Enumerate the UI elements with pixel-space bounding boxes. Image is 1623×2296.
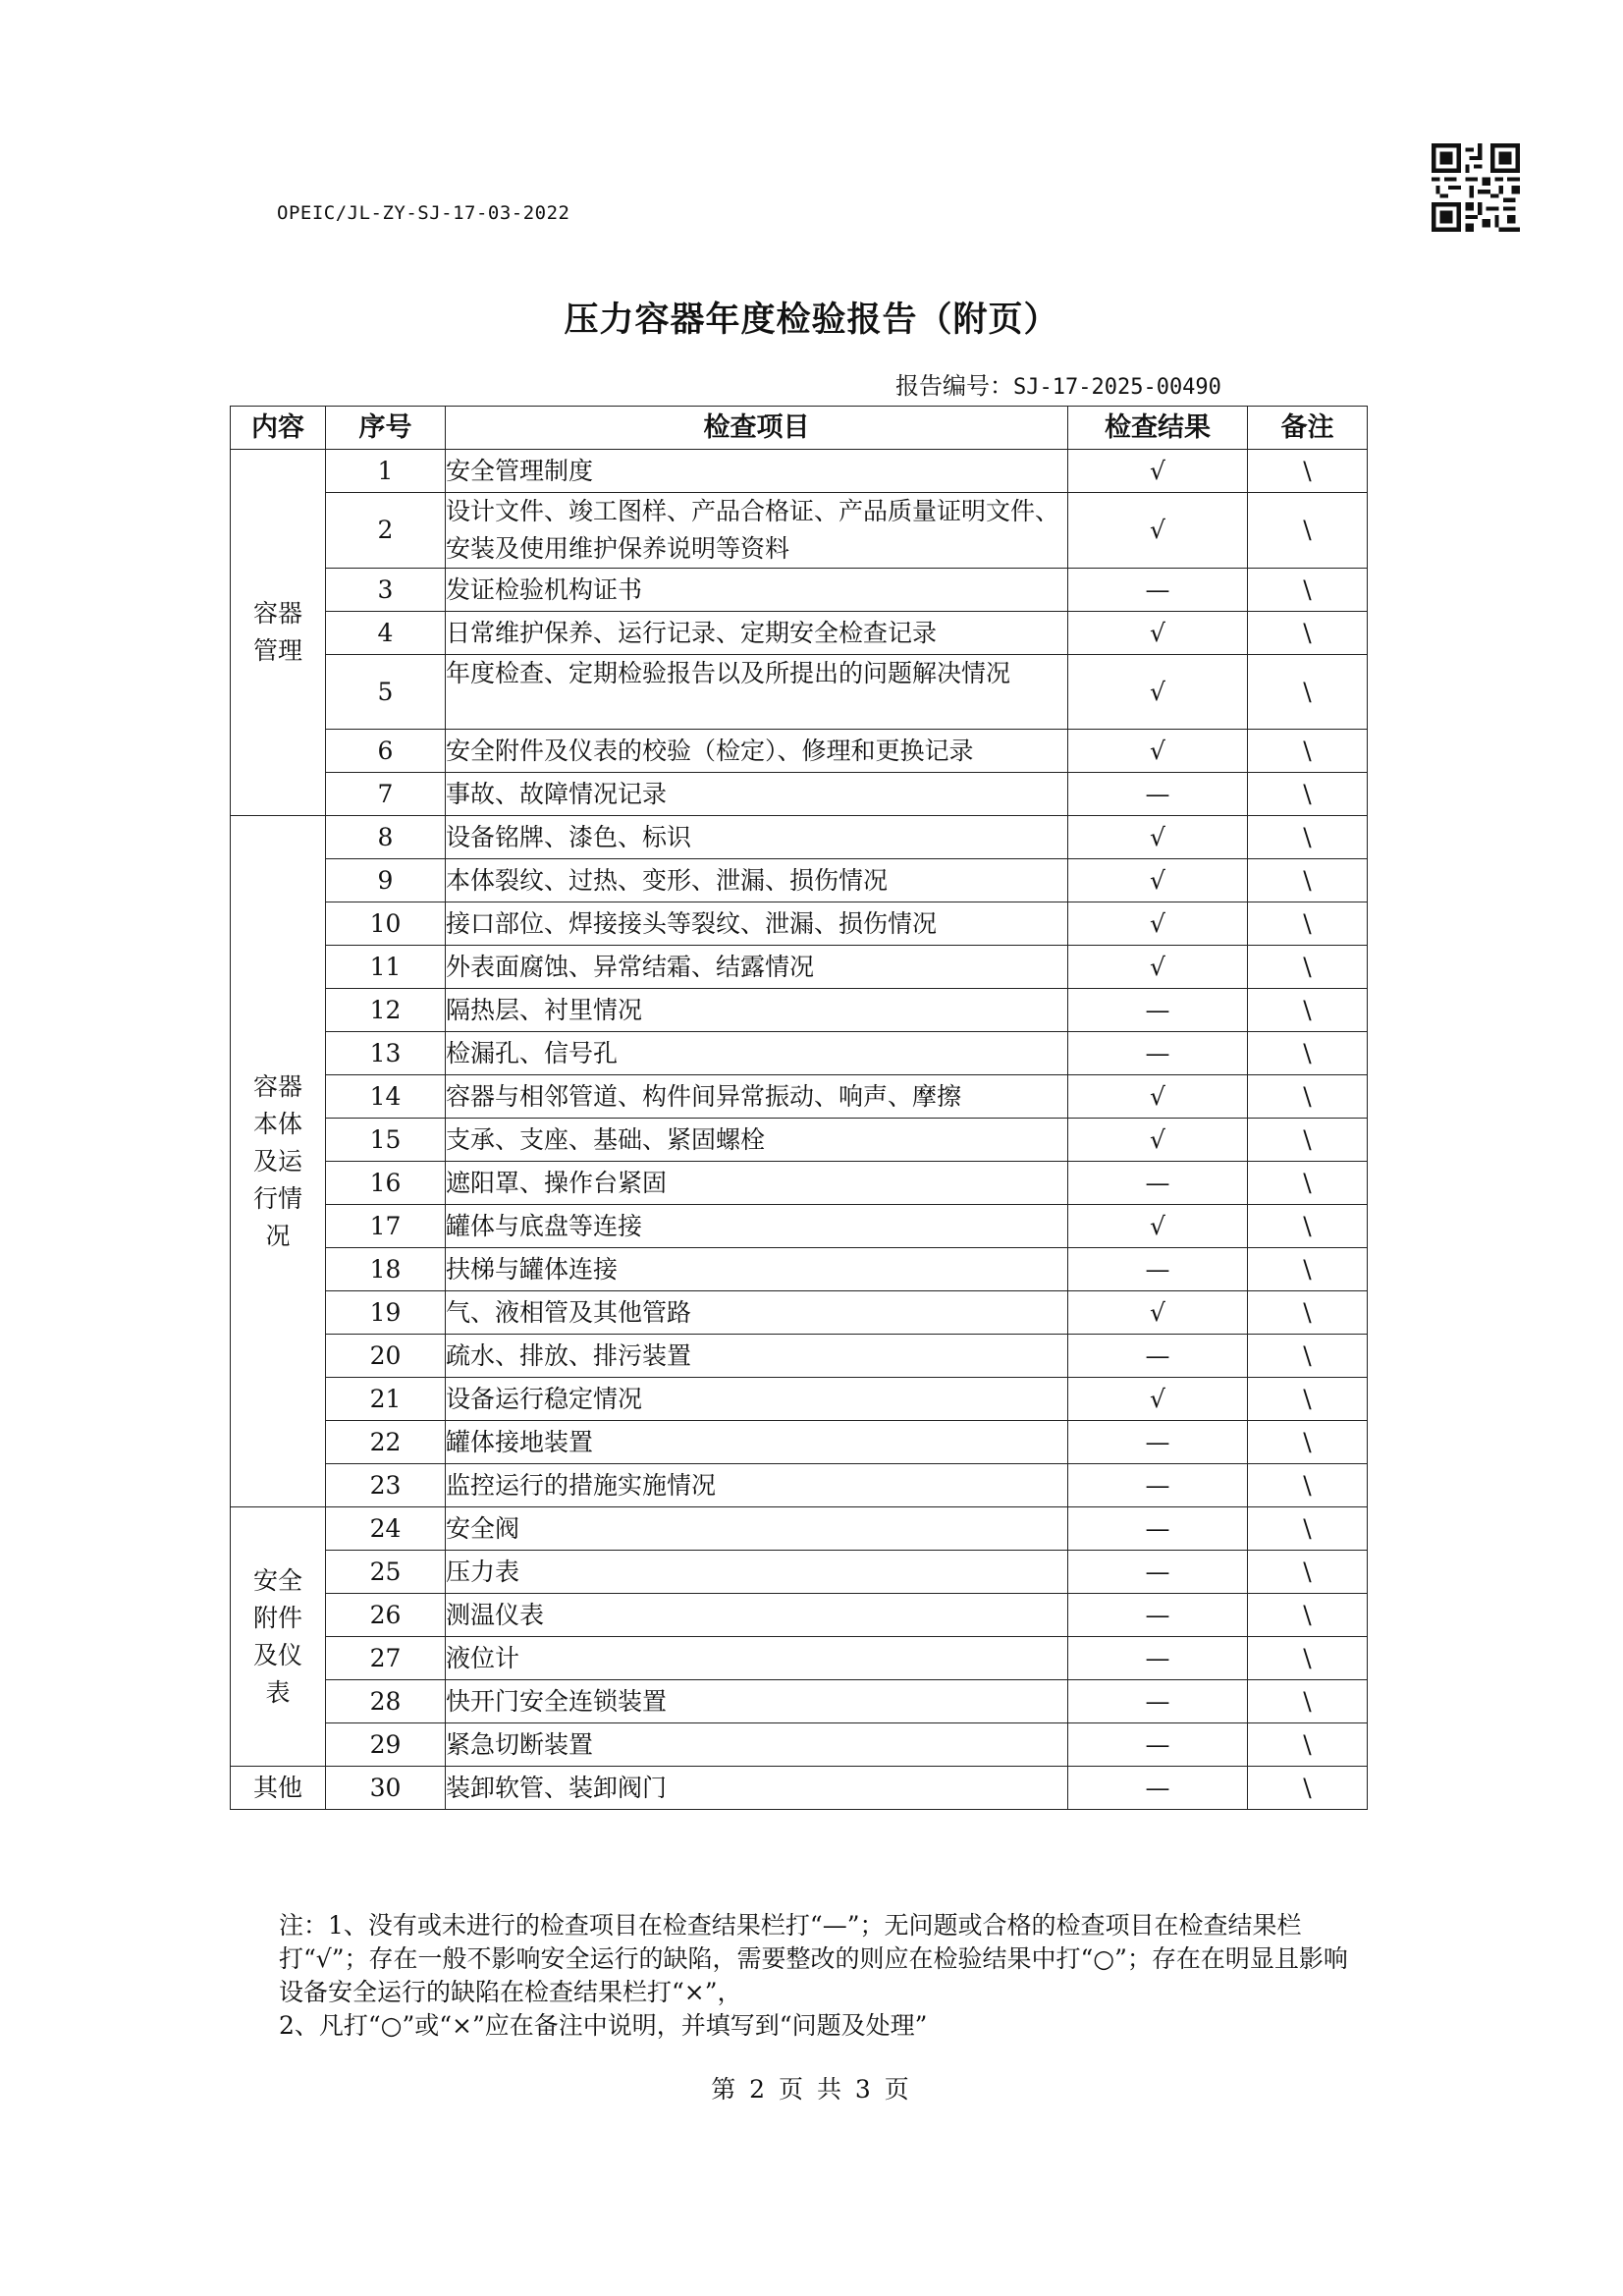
result-cell: √ bbox=[1068, 450, 1248, 493]
remark-cell: \ bbox=[1248, 1507, 1368, 1551]
index-cell: 12 bbox=[326, 989, 446, 1032]
result-cell: — bbox=[1068, 773, 1248, 816]
index-cell: 29 bbox=[326, 1723, 446, 1767]
result-cell: — bbox=[1068, 1551, 1248, 1594]
result-cell: √ bbox=[1068, 730, 1248, 773]
category-line: 其他 bbox=[252, 1773, 302, 1802]
header-index: 序号 bbox=[326, 407, 446, 450]
index-cell: 11 bbox=[326, 946, 446, 989]
index-cell: 2 bbox=[326, 493, 446, 569]
table-row bbox=[231, 1767, 1368, 1810]
remark-cell: \ bbox=[1248, 1378, 1368, 1421]
remark-cell: \ bbox=[1248, 730, 1368, 773]
qr-code-icon bbox=[1432, 143, 1520, 232]
remark-cell: \ bbox=[1248, 773, 1368, 816]
table-row bbox=[231, 1248, 1368, 1291]
remark-cell: \ bbox=[1248, 1205, 1368, 1248]
remark-cell: \ bbox=[1248, 1421, 1368, 1464]
index-cell: 20 bbox=[326, 1335, 446, 1378]
result-cell: √ bbox=[1068, 946, 1248, 989]
item-cell: 设备铭牌、漆色、标识 bbox=[446, 816, 1068, 859]
category-cell bbox=[231, 1767, 326, 1810]
table-header-row bbox=[231, 407, 1368, 450]
result-cell: — bbox=[1068, 1680, 1248, 1723]
index-cell: 16 bbox=[326, 1162, 446, 1205]
result-cell: — bbox=[1068, 1723, 1248, 1767]
result-cell: — bbox=[1068, 569, 1248, 612]
category-line: 及仪 bbox=[252, 1640, 302, 1669]
table-row bbox=[231, 569, 1368, 612]
remark-cell: \ bbox=[1248, 816, 1368, 859]
table-row bbox=[231, 1335, 1368, 1378]
item-cell: 隔热层、衬里情况 bbox=[446, 989, 1068, 1032]
index-cell: 21 bbox=[326, 1378, 446, 1421]
item-cell: 安全附件及仪表的校验（检定）、修理和更换记录 bbox=[446, 730, 1068, 773]
table-row bbox=[231, 1075, 1368, 1119]
category-line: 安全 bbox=[252, 1565, 302, 1595]
index-cell: 1 bbox=[326, 450, 446, 493]
item-cell: 设计文件、竣工图样、产品合格证、产品质量证明文件、安装及使用维护保养说明等资料 bbox=[446, 493, 1068, 569]
item-cell: 液位计 bbox=[446, 1637, 1068, 1680]
remark-cell: \ bbox=[1248, 1594, 1368, 1637]
result-cell: — bbox=[1068, 1162, 1248, 1205]
item-cell: 安全管理制度 bbox=[446, 450, 1068, 493]
table-row bbox=[231, 1680, 1368, 1723]
index-cell: 17 bbox=[326, 1205, 446, 1248]
category-line: 表 bbox=[265, 1677, 291, 1707]
item-cell: 接口部位、焊接接头等裂纹、泄漏、损伤情况 bbox=[446, 902, 1068, 946]
item-cell: 监控运行的措施实施情况 bbox=[446, 1464, 1068, 1507]
remark-cell: \ bbox=[1248, 989, 1368, 1032]
table-row bbox=[231, 773, 1368, 816]
remark-cell: \ bbox=[1248, 1637, 1368, 1680]
item-cell: 罐体接地装置 bbox=[446, 1421, 1068, 1464]
result-cell: — bbox=[1068, 1767, 1248, 1810]
table-row bbox=[231, 612, 1368, 655]
index-cell: 24 bbox=[326, 1507, 446, 1551]
remark-cell: \ bbox=[1248, 450, 1368, 493]
index-cell: 14 bbox=[326, 1075, 446, 1119]
remark-cell: \ bbox=[1248, 902, 1368, 946]
index-cell: 6 bbox=[326, 730, 446, 773]
category-line: 容器 bbox=[252, 1071, 302, 1101]
remark-cell: \ bbox=[1248, 1248, 1368, 1291]
category-line: 行情 bbox=[252, 1183, 302, 1213]
result-cell: √ bbox=[1068, 902, 1248, 946]
remark-cell: \ bbox=[1248, 493, 1368, 569]
table-row bbox=[231, 1637, 1368, 1680]
index-cell: 30 bbox=[326, 1767, 446, 1810]
category-line: 及运 bbox=[252, 1146, 302, 1175]
item-cell: 日常维护保养、运行记录、定期安全检查记录 bbox=[446, 612, 1068, 655]
result-cell: — bbox=[1068, 989, 1248, 1032]
remark-cell: \ bbox=[1248, 1119, 1368, 1162]
table-row bbox=[231, 1032, 1368, 1075]
category-line: 本体 bbox=[252, 1109, 302, 1138]
result-cell: √ bbox=[1068, 612, 1248, 655]
category-line: 容器 bbox=[252, 599, 302, 628]
index-cell: 15 bbox=[326, 1119, 446, 1162]
table-row bbox=[231, 1162, 1368, 1205]
item-cell: 装卸软管、装卸阀门 bbox=[446, 1767, 1068, 1810]
remark-cell: \ bbox=[1248, 946, 1368, 989]
table-row bbox=[231, 493, 1368, 569]
index-cell: 8 bbox=[326, 816, 446, 859]
remark-cell: \ bbox=[1248, 1335, 1368, 1378]
index-cell: 13 bbox=[326, 1032, 446, 1075]
item-cell: 罐体与底盘等连接 bbox=[446, 1205, 1068, 1248]
item-cell: 安全阀 bbox=[446, 1507, 1068, 1551]
item-cell: 扶梯与罐体连接 bbox=[446, 1248, 1068, 1291]
table-row bbox=[231, 816, 1368, 859]
table-row bbox=[231, 859, 1368, 902]
table-row bbox=[231, 655, 1368, 730]
index-cell: 18 bbox=[326, 1248, 446, 1291]
item-cell: 支承、支座、基础、紧固螺栓 bbox=[446, 1119, 1068, 1162]
result-cell: √ bbox=[1068, 493, 1248, 569]
remark-cell: \ bbox=[1248, 1723, 1368, 1767]
item-cell: 疏水、排放、排污装置 bbox=[446, 1335, 1068, 1378]
index-cell: 23 bbox=[326, 1464, 446, 1507]
index-cell: 10 bbox=[326, 902, 446, 946]
item-cell: 遮阳罩、操作台紧固 bbox=[446, 1162, 1068, 1205]
result-cell: — bbox=[1068, 1421, 1248, 1464]
table-row bbox=[231, 1291, 1368, 1335]
item-cell: 压力表 bbox=[446, 1551, 1068, 1594]
result-cell: √ bbox=[1068, 1378, 1248, 1421]
header-remark: 备注 bbox=[1248, 407, 1368, 450]
table-row bbox=[231, 1507, 1368, 1551]
result-cell: — bbox=[1068, 1335, 1248, 1378]
table-row bbox=[231, 1119, 1368, 1162]
result-cell: √ bbox=[1068, 1075, 1248, 1119]
item-cell: 容器与相邻管道、构件间异常振动、响声、摩擦 bbox=[446, 1075, 1068, 1119]
remark-cell: \ bbox=[1248, 1291, 1368, 1335]
index-cell: 22 bbox=[326, 1421, 446, 1464]
table-row bbox=[231, 1378, 1368, 1421]
remark-cell: \ bbox=[1248, 1162, 1368, 1205]
report-number bbox=[895, 366, 1221, 401]
table-row bbox=[231, 1421, 1368, 1464]
item-cell: 设备运行稳定情况 bbox=[446, 1378, 1068, 1421]
index-cell: 26 bbox=[326, 1594, 446, 1637]
index-cell: 7 bbox=[326, 773, 446, 816]
index-cell: 27 bbox=[326, 1637, 446, 1680]
table-row bbox=[231, 989, 1368, 1032]
index-cell: 4 bbox=[326, 612, 446, 655]
remark-cell: \ bbox=[1248, 612, 1368, 655]
report-number-value: SJ-17-2025-00490 bbox=[1013, 375, 1221, 400]
item-cell: 紧急切断装置 bbox=[446, 1723, 1068, 1767]
table-row bbox=[231, 1205, 1368, 1248]
index-cell: 25 bbox=[326, 1551, 446, 1594]
table-row bbox=[231, 1551, 1368, 1594]
remark-cell: \ bbox=[1248, 1075, 1368, 1119]
table-row bbox=[231, 1464, 1368, 1507]
report-number-label: 报告编号： bbox=[895, 372, 1013, 400]
result-cell: √ bbox=[1068, 859, 1248, 902]
result-cell: — bbox=[1068, 1637, 1248, 1680]
result-cell: √ bbox=[1068, 1119, 1248, 1162]
table-row bbox=[231, 1723, 1368, 1767]
remark-cell: \ bbox=[1248, 859, 1368, 902]
table-row bbox=[231, 730, 1368, 773]
remark-cell: \ bbox=[1248, 1680, 1368, 1723]
result-cell: √ bbox=[1068, 655, 1248, 730]
index-cell: 3 bbox=[326, 569, 446, 612]
table-row bbox=[231, 902, 1368, 946]
category-cell bbox=[231, 1507, 326, 1767]
item-cell: 外表面腐蚀、异常结霜、结露情况 bbox=[446, 946, 1068, 989]
item-cell: 气、液相管及其他管路 bbox=[446, 1291, 1068, 1335]
category-line: 况 bbox=[265, 1221, 291, 1250]
result-cell: — bbox=[1068, 1032, 1248, 1075]
category-cell bbox=[231, 450, 326, 816]
item-cell: 发证检验机构证书 bbox=[446, 569, 1068, 612]
remark-cell: \ bbox=[1248, 569, 1368, 612]
item-cell: 本体裂纹、过热、变形、泄漏、损伤情况 bbox=[446, 859, 1068, 902]
index-cell: 19 bbox=[326, 1291, 446, 1335]
remark-cell: \ bbox=[1248, 1032, 1368, 1075]
header-category: 内容 bbox=[231, 407, 326, 450]
index-cell: 28 bbox=[326, 1680, 446, 1723]
item-cell: 测温仪表 bbox=[446, 1594, 1068, 1637]
result-cell: — bbox=[1068, 1464, 1248, 1507]
table-body bbox=[231, 450, 1368, 1810]
note-1: 注：1、没有或未进行的检查项目在检查结果栏打“—”；无问题或合格的检查项目在检查结果栏打“√”；存在一般不影响安全运行的缺陷，需要整改的则应在检验结果中打“○”；存在在明显且影响设备安全运行的缺陷在检查结果栏打“×”， bbox=[279, 1911, 1348, 2006]
document-code: OPEIC/JL-ZY-SJ-17-03-2022 bbox=[277, 202, 570, 224]
item-cell: 检漏孔、信号孔 bbox=[446, 1032, 1068, 1075]
table-row bbox=[231, 1594, 1368, 1637]
notes bbox=[279, 1909, 1369, 2043]
result-cell: √ bbox=[1068, 816, 1248, 859]
table-row bbox=[231, 946, 1368, 989]
remark-cell: \ bbox=[1248, 655, 1368, 730]
remark-cell: \ bbox=[1248, 1551, 1368, 1594]
report-title: 压力容器年度检验报告（附页） bbox=[564, 301, 1059, 340]
item-cell: 快开门安全连锁装置 bbox=[446, 1680, 1068, 1723]
header-result: 检查结果 bbox=[1068, 407, 1248, 450]
result-cell: — bbox=[1068, 1248, 1248, 1291]
category-line: 附件 bbox=[252, 1603, 302, 1632]
category-cell bbox=[231, 816, 326, 1507]
category-line: 管理 bbox=[252, 636, 302, 665]
result-cell: — bbox=[1068, 1594, 1248, 1637]
page-footer: 第 2 页 共 3 页 bbox=[711, 2075, 912, 2104]
index-cell: 5 bbox=[326, 655, 446, 730]
remark-cell: \ bbox=[1248, 1464, 1368, 1507]
note-2: 2、凡打“○”或“×”应在备注中说明，并填写到“问题及处理” bbox=[279, 2011, 928, 2040]
header-item: 检查项目 bbox=[446, 407, 1068, 450]
result-cell: √ bbox=[1068, 1291, 1248, 1335]
result-cell: — bbox=[1068, 1507, 1248, 1551]
result-cell: √ bbox=[1068, 1205, 1248, 1248]
remark-cell: \ bbox=[1248, 1767, 1368, 1810]
item-cell: 年度检查、定期检验报告以及所提出的问题解决情况 bbox=[446, 655, 1068, 730]
inspection-table bbox=[230, 406, 1368, 1810]
item-cell: 事故、故障情况记录 bbox=[446, 773, 1068, 816]
table-row bbox=[231, 450, 1368, 493]
index-cell: 9 bbox=[326, 859, 446, 902]
